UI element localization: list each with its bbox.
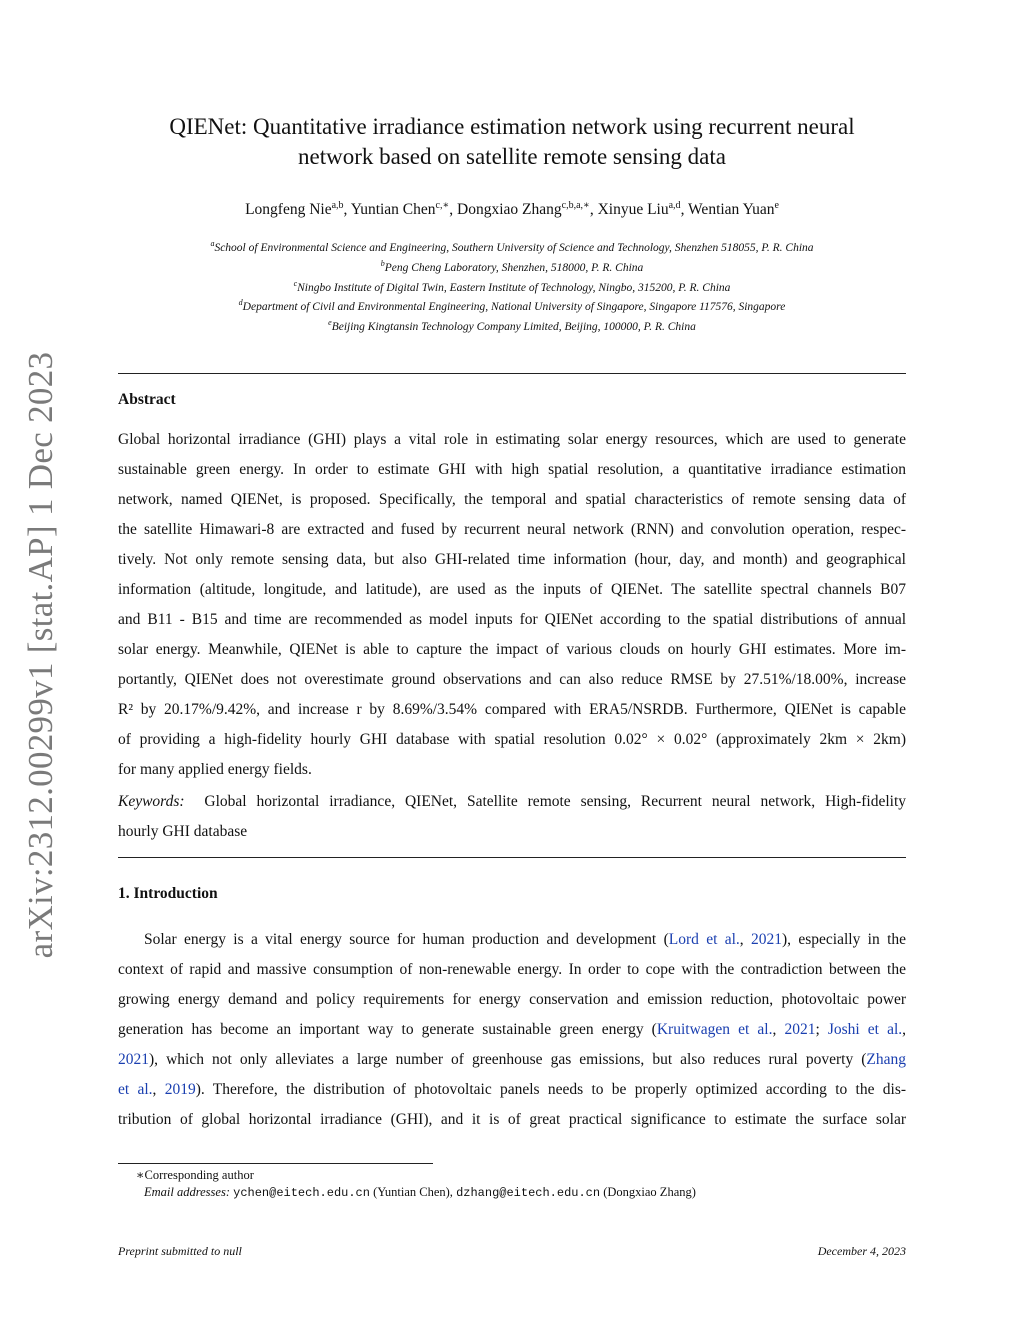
abstract-top-rule [118, 373, 906, 374]
intro-line: 2021), which not only alleviates a large number of greenhouse gas emissions, but also reduces rural poverty (Zhang [118, 1051, 906, 1068]
abstract-line: sustainable green energy. In order to estimate GHI with high spatial resolution, a quantitative irradiance estimation [118, 461, 906, 478]
abstract-body [118, 425, 906, 785]
footer-date: December 4, 2023 [817, 1244, 906, 1258]
abstract-line: tively. Not only remote sensing data, but also GHI-related time information (hour, day, and month) and geographical [118, 551, 906, 568]
arxiv-sidebar [8, 351, 74, 959]
email-addresses: Email addresses: ychen@eitech.edu.cn (Yuntian Chen), dzhang@eitech.edu.cn (Dongxiao Zhang) [144, 1185, 696, 1200]
paper-title [140, 112, 884, 172]
intro-line: Solar energy is a vital energy source for human production and development (Lord et al., 2021), especially in the [144, 931, 906, 948]
abstract-line: for many applied energy fields. [118, 761, 312, 778]
intro-line: context of rapid and massive consumption of non-renewable energy. In order to cope with the contradiction between the [118, 961, 906, 978]
keywords [118, 787, 906, 847]
footnote [118, 1167, 906, 1202]
keywords-text: hourly GHI database [118, 823, 248, 840]
abstract-line: of providing a high-fidelity hourly GHI database with spatial resolution 0.02° × 0.02° (approximately 2km × 2km) [118, 731, 906, 748]
author: Yuntian Chen$^{c,∗}$ [350, 200, 450, 219]
abstract-line: R² by 20.17%/9.42%, and increase r by 8.69%/3.54% compared with ERA5/NSRDB. Furthermore, QIENet is capable [118, 701, 906, 718]
intro-line: et al., 2019). Therefore, the distribution of photovoltaic panels needs to be properly optimized according to the dis- [118, 1081, 907, 1098]
footer-preprint-note: Preprint submitted to null [118, 1244, 242, 1258]
email-link[interactable]: ychen@eitech.edu.cn [233, 1186, 370, 1200]
introduction-heading: 1. Introduction [118, 885, 218, 902]
affiliation: $^b$Peng Cheng Laboratory, Shenzhen, 518000, P. R. China [380, 258, 644, 274]
email-link[interactable]: dzhang@eitech.edu.cn [456, 1186, 601, 1200]
abstract-line: solar energy. Meanwhile, QIENet is able to capture the impact of various clouds on hourly GHI estimates. More im- [118, 641, 906, 658]
citation-link[interactable]: Zhang [866, 1051, 906, 1068]
intro-line: tribution of global horizontal irradiance (GHI), and it is of great practical significance to estimate the surface solar [118, 1111, 906, 1128]
author: Xinyue Liu$^{a,d}$ [597, 200, 681, 219]
author: Wentian Yuan$^e$ [688, 200, 779, 219]
intro-line: growing energy demand and policy requirements for energy conservation and emission reduction, photovoltaic power [118, 991, 906, 1008]
affiliation: $^e$Beijing Kingtansin Technology Company Limited, Beijing, 100000, P. R. China [328, 318, 696, 334]
abstract-line: network, named QIENet, is proposed. Specifically, the temporal and spatial characteristics of remote sensing data of [118, 491, 906, 508]
affiliation-list [118, 236, 906, 335]
citation-link[interactable]: Lord et al. [668, 931, 740, 948]
introduction-body [118, 925, 906, 1135]
affiliation: $^c$Ningbo Institute of Digital Twin, Eastern Institute of Technology, Ningbo, 315200, P. R. China [293, 278, 731, 294]
title-line-1: QIENet: Quantitative irradiance estimation network using recurrent neural [169, 114, 855, 139]
citation-link[interactable]: 2021 [784, 1021, 816, 1038]
citation-link[interactable]: 2021 [751, 931, 782, 948]
abstract-line: Global horizontal irradiance (GHI) plays a vital role in estimating solar energy resources, which are used to generate [118, 431, 906, 448]
footnote-rule [118, 1163, 433, 1164]
abstract-line: and B11 - B15 and time are recommended as model inputs for QIENet according to the spatial distributions of annual [118, 611, 906, 628]
abstract-line: portantly, QIENet does not overestimate ground observations and can also reduce RMSE by 27.51%/18.00%, increase [118, 671, 906, 688]
keywords-label: Keywords: [118, 793, 185, 810]
title-line-2: network based on satellite remote sensing data [298, 144, 726, 169]
citation-link[interactable]: 2021 [118, 1051, 149, 1068]
author-list: Longfeng Nie$^{a,b}$, Yuntian Chen$^{c,∗}$, Dongxiao Zhang$^{c,b,a,∗}$, Xinyue Liu$^{a,d}$, Wentian Yuan$^e$ [245, 200, 779, 219]
keywords-text: Global horizontal irradiance, QIENet, Satellite remote sensing, Recurrent neural network, High-fidelity [204, 793, 907, 810]
citation-link[interactable]: et al. [118, 1081, 153, 1098]
author: Longfeng Nie$^{a,b}$ [245, 200, 344, 219]
citation-link[interactable]: Kruitwagen et al. [656, 1021, 773, 1038]
arxiv-identifier[interactable]: arXiv:2312.00299v1 [stat.AP] 1 Dec 2023 [21, 351, 60, 959]
affiliation: $^d$Department of Civil and Environmental Engineering, National University of Singapore, Singapore 117576, Singapore [238, 298, 786, 314]
affiliation: $^a$School of Environmental Science and Engineering, Southern University of Science and Technology, Shenzhen 518055, P. R. China [210, 239, 814, 254]
intro-line: generation has become an important way to generate sustainable green energy (Kruitwagen et al., 2021; Joshi et al., [118, 1021, 907, 1038]
abstract-bottom-rule [118, 857, 906, 858]
abstract-line: the satellite Himawari-8 are extracted and fused by recurrent neural network (RNN) and convolution operation, respec- [118, 521, 906, 538]
citation-link[interactable]: 2019 [164, 1081, 196, 1098]
author: Dongxiao Zhang$^{c,b,a,∗}$ [457, 200, 590, 219]
corresponding-author-note: ∗Corresponding author [136, 1168, 254, 1182]
abstract-line: information (altitude, longitude, and latitude), are used as the inputs of QIENet. The satellite spectral channels B07 [118, 581, 906, 598]
citation-link[interactable]: Joshi et al. [827, 1021, 903, 1038]
abstract-heading: Abstract [118, 391, 176, 408]
